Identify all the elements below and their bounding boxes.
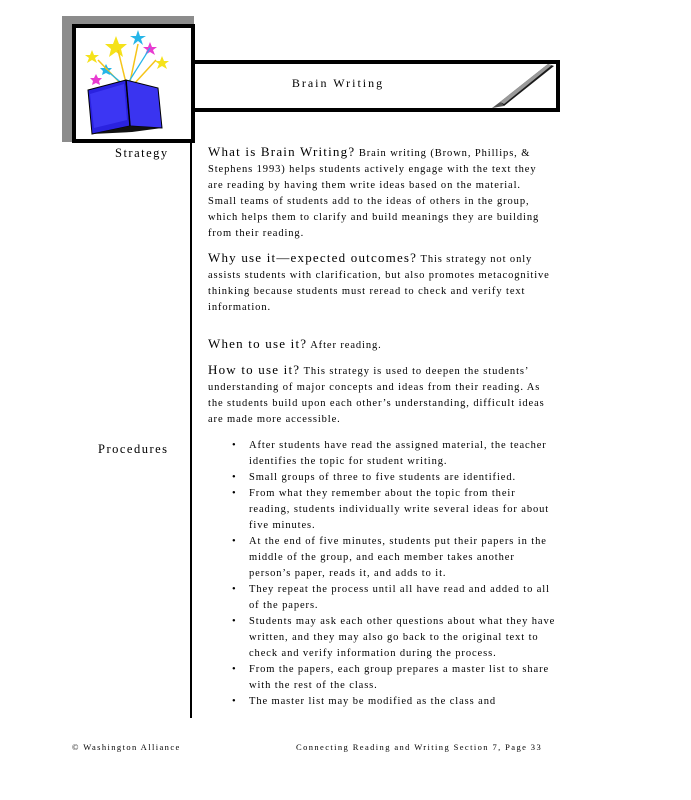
what-paragraph [208, 144, 553, 242]
what-text: Brain writing (Brown, Phillips, & Stephens 1993) helps students actively engage with the text they are reading by having them write ideas based on the material. Small teams of students add to the ideas of others in the group, which helps them to clarify and build meanings they are building from their reading. [208, 148, 540, 239]
why-paragraph [208, 250, 553, 316]
list-item: • Small groups of three to five students are identified. [232, 470, 557, 486]
why-text: This strategy not only assists students with clarification, but also promotes metacognitive thinking because students must reread to check and verify text information. [208, 254, 550, 313]
bullet: • [232, 696, 237, 707]
strategy-content [208, 144, 553, 436]
when-question: When to use it? [208, 336, 308, 351]
procedures-label: Procedures [98, 442, 169, 456]
bullet: • [232, 472, 237, 483]
bullet: • [232, 664, 237, 675]
how-paragraph [208, 362, 553, 428]
when-paragraph [208, 336, 553, 354]
title-banner [188, 60, 560, 112]
footer-copyright: © Washington Alliance [72, 742, 181, 752]
list-item: • After students have read the assigned material, the teacher identifies the topic for student writing. [232, 440, 547, 467]
strategy-label: Strategy [115, 146, 169, 160]
why-question: Why use it—expected outcomes? [208, 250, 418, 265]
footer-page-info: Connecting Reading and Writing Section 7, Page 33 [296, 742, 543, 752]
how-text: This strategy is used to deepen the students’ understanding of major concepts and ideas from their reading. As the students build upon each other’s understanding, difficult ideas are made more accessible. [208, 366, 545, 425]
bullet: • [232, 616, 237, 627]
bullet: • [232, 536, 237, 547]
when-text: After reading. [310, 340, 382, 351]
list-item: • From what they remember about the topic from their reading, students individually write several ideas for about five minutes. [232, 488, 550, 531]
list-item: • Students may ask each other questions about what they have written, and they may also go back to the original text to check and verify information during the process. [232, 616, 556, 659]
list-item: • The master list may be modified as the class and [232, 694, 557, 710]
list-item: • From the papers, each group prepares a master list to share with the rest of the class. [232, 664, 550, 691]
open-book-with-stars-icon [76, 28, 191, 139]
list-item: • They repeat the process until all have read and added to all of the papers. [232, 584, 550, 611]
how-question: How to use it? [208, 362, 301, 377]
bullet: • [232, 440, 237, 451]
column-divider [190, 138, 192, 718]
what-question: What is Brain Writing? [208, 144, 356, 159]
bullet: • [232, 488, 237, 499]
bullet: • [232, 584, 237, 595]
list-item: • At the end of five minutes, students put their papers in the middle of the group, and each member takes another person’s paper, reads it, and adds to it. [232, 536, 547, 579]
procedures-list [232, 438, 557, 710]
header-illustration [72, 24, 195, 143]
page-title: Brain Writing [291, 76, 385, 90]
pen-icon [486, 64, 556, 108]
